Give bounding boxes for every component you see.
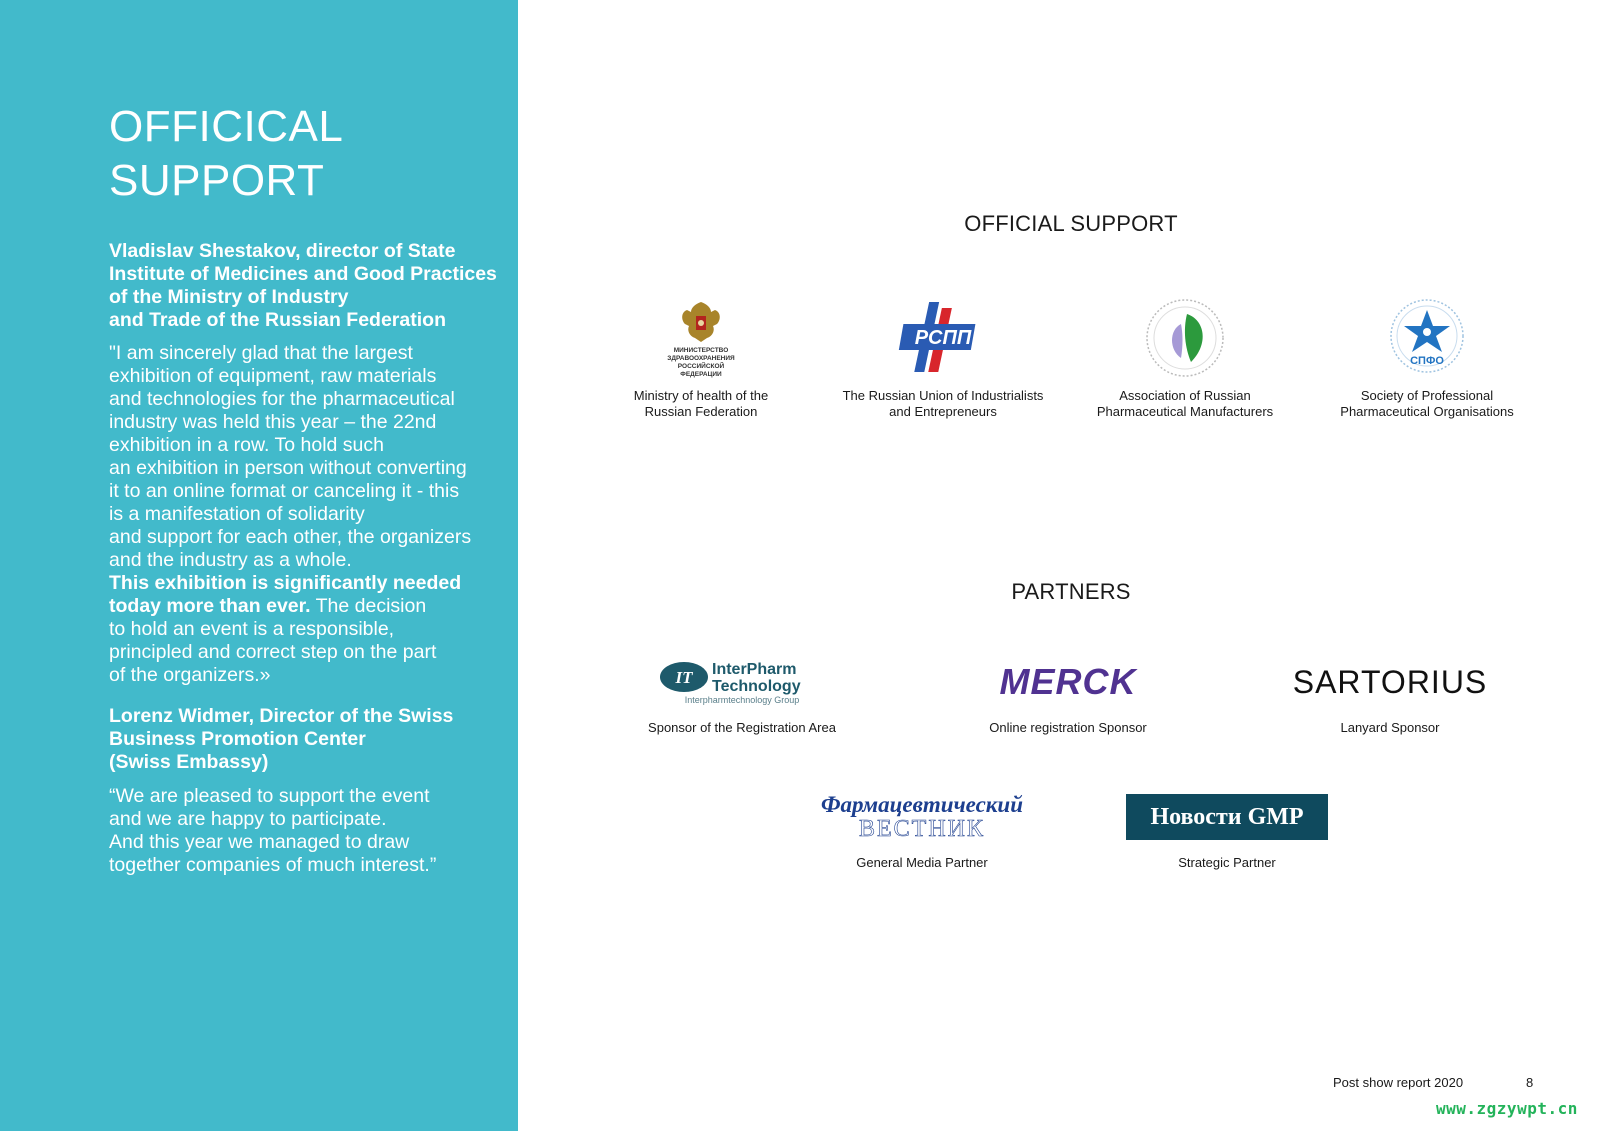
interpharm-logo <box>612 652 872 712</box>
page-title <box>109 100 489 208</box>
svg-text:Technology: Technology <box>712 678 801 695</box>
leaf-emblem-icon <box>1065 292 1305 384</box>
svg-text:Interpharmtechnology Group: Interpharmtechnology Group <box>684 695 800 705</box>
org-arpm <box>1065 292 1305 420</box>
partner-caption: Strategic Partner <box>1178 855 1276 870</box>
star-emblem-icon <box>1307 292 1547 384</box>
partner-interpharm <box>612 652 872 736</box>
partner-caption: Sponsor of the Registration Area <box>648 720 836 735</box>
vestnik-logo: Фармацевтический ВЕСТНИК <box>820 792 1024 842</box>
org-caption: Ministry of health of the Russian Federation <box>633 388 769 419</box>
partner-merck <box>938 652 1198 736</box>
quote-emphasis: today more than ever. <box>109 595 311 617</box>
partner-novosti-gmp <box>1097 787 1357 871</box>
partner-caption: General Media Partner <box>856 855 988 870</box>
partner-pharm-vestnik <box>792 787 1052 871</box>
coat-of-arms-icon <box>581 292 821 384</box>
partner-sartorius <box>1260 652 1520 736</box>
partner-caption: Lanyard Sponsor <box>1340 720 1440 735</box>
watermark: www.zgzywpt.cn <box>1436 1099 1578 1118</box>
partner-caption: Online registration Sponsor <box>989 720 1147 735</box>
svg-text:ЗДРАВООХРАНЕНИЯ: ЗДРАВООХРАНЕНИЯ <box>667 355 735 362</box>
svg-text:РОССИЙСКОЙ: РОССИЙСКОЙ <box>677 363 725 370</box>
org-caption: Association of Russian Pharmaceutical Manufacturers <box>1096 388 1274 419</box>
svg-text:МИНИСТЕРСТВО: МИНИСТЕРСТВО <box>673 347 729 354</box>
official-support-heading: OFFICIAL SUPPORT <box>964 211 1178 236</box>
svg-text:СПФО: СПФО <box>1410 355 1444 367</box>
title-line-2: SUPPORT <box>109 156 325 205</box>
org-ministry-of-health <box>581 292 821 420</box>
novosti-gmp-logo: Новости GMP <box>1097 787 1357 847</box>
footer-report-title: Post show report 2020 <box>1333 1075 1464 1090</box>
speaker-1-quote: "I am sincerely glad that the largest exhibition of equipment, raw materials and technologies for the pharmaceutical industry was held this year – the 22nd exhibition in a row. To hold such an exhibition in person without converting it to an online format or canceling it - this is a manifestation of solidarity and support for each other, the organizers and the industry as a whole. This exhibition is significantly needed today more than ever. The decision to hold an event is a responsible, principled and correct step on the part of the organizers.» <box>109 342 472 686</box>
org-caption: The Russian Union of Industrialists and Entrepreneurs <box>842 388 1044 419</box>
page-number: 8 <box>1526 1075 1534 1090</box>
sartorius-logo: SARTORIUS <box>1292 663 1488 700</box>
svg-text:РСПП: РСПП <box>914 327 972 349</box>
title-line-1: OFFICICAL <box>109 102 344 151</box>
org-rspp <box>823 292 1063 420</box>
merck-logo: MERCK <box>999 661 1137 702</box>
svg-text:IT: IT <box>675 668 693 687</box>
rspp-icon <box>823 292 1063 384</box>
speaker-2-name: Lorenz Widmer, Director of the Swiss Business Promotion Center (Swiss Embassy) <box>109 705 454 773</box>
speaker-1-name: Vladislav Shestakov, director of State Institute of Medicines and Good Practices of the Ministry of Industry and Trade of the Russian Federation <box>109 240 497 331</box>
org-caption: Society of Professional Pharmaceutical Organisations <box>1340 388 1514 419</box>
svg-text:ФЕДЕРАЦИИ: ФЕДЕРАЦИИ <box>680 371 722 378</box>
org-spfo <box>1307 292 1547 420</box>
svg-text:InterPharm: InterPharm <box>712 661 797 678</box>
quote-emphasis: This exhibition is significantly needed <box>109 572 462 594</box>
left-panel <box>0 0 518 1131</box>
partners-heading: PARTNERS <box>1011 579 1131 604</box>
speaker-2-quote: “We are pleased to support the event and we are happy to participate. And this year we managed to draw together companies of much interest.” <box>109 785 437 876</box>
